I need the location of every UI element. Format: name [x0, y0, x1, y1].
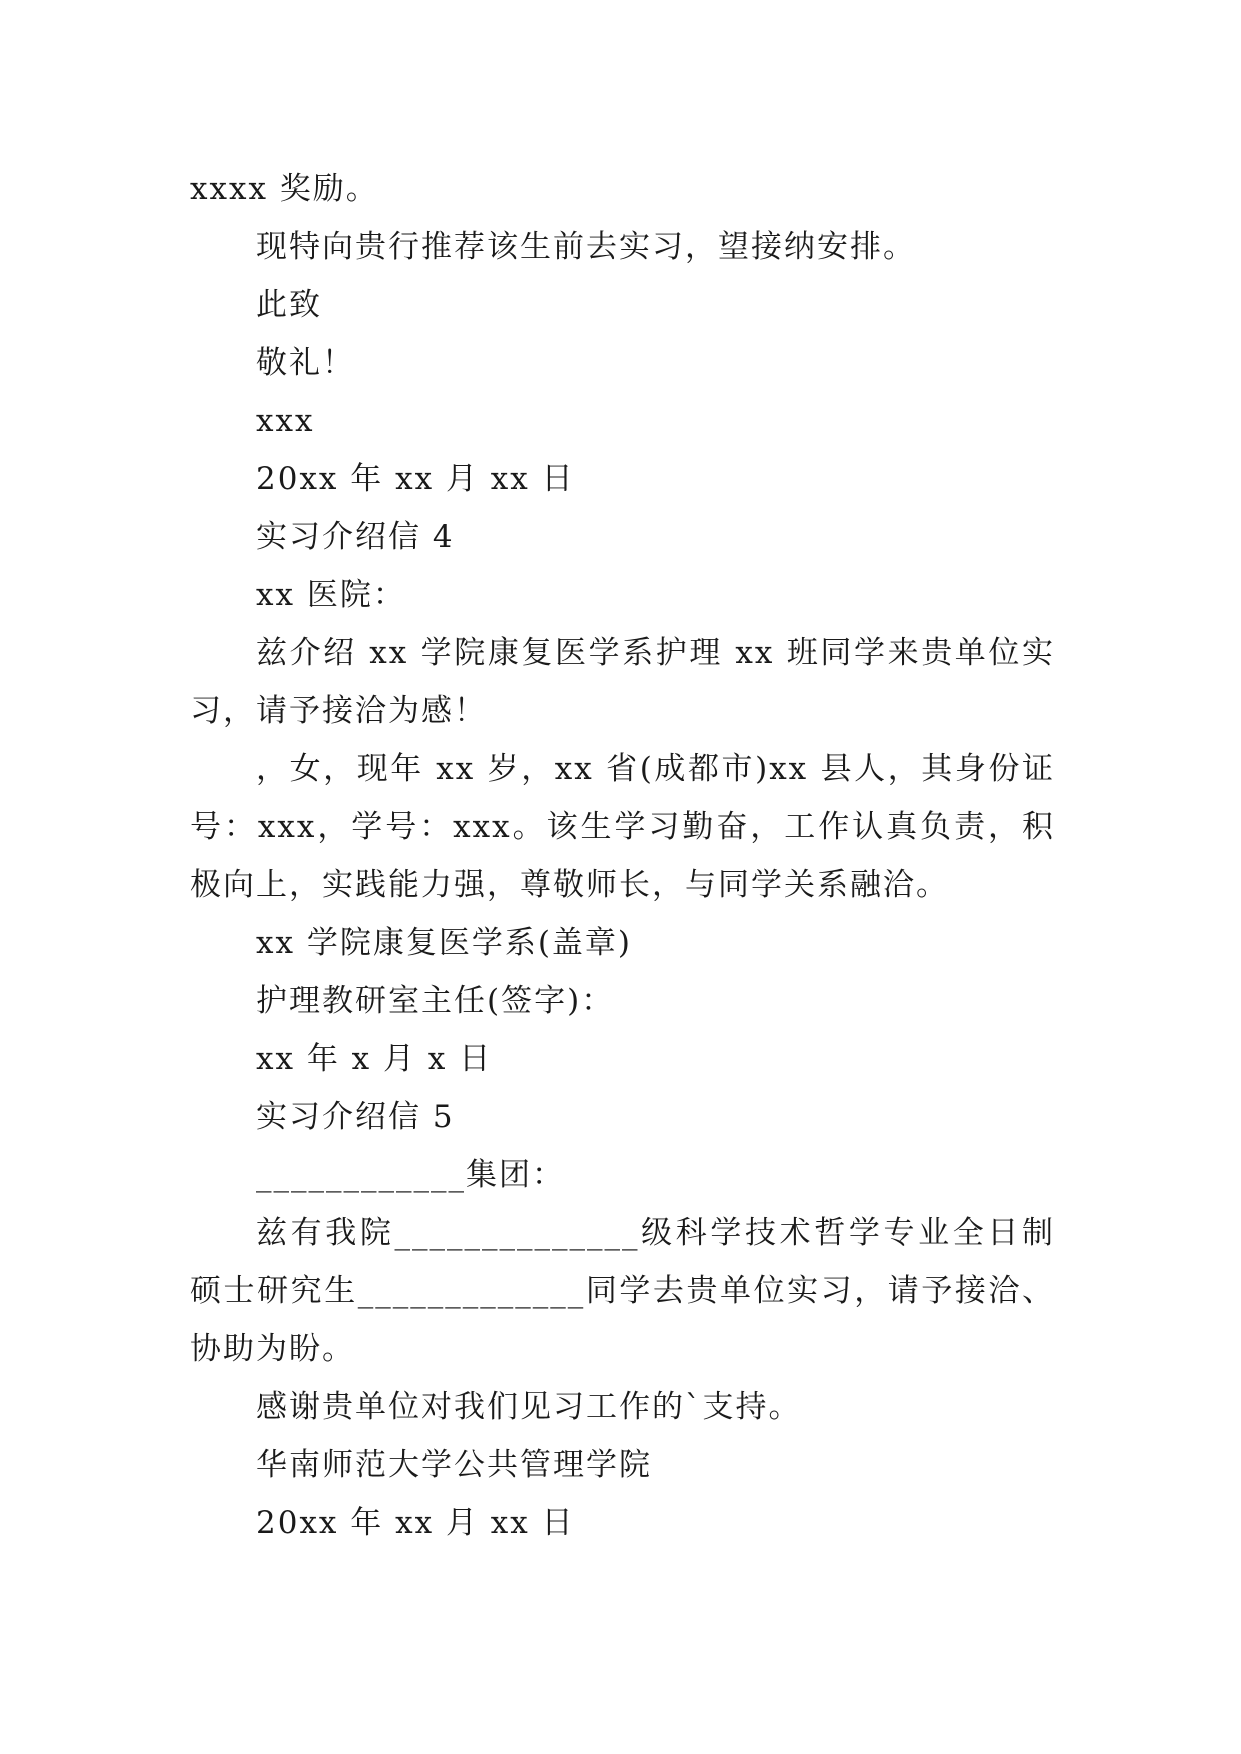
letter-5-date: 20xx 年 xx 月 xx 日	[256, 1505, 575, 1541]
letter-4-intro: 兹介绍 xx 学院康复医学系护理 xx 班同学来贵单位实习，请予接洽为感！	[190, 635, 1055, 729]
signature-date: 20xx 年 xx 月 xx 日	[256, 461, 575, 497]
letter-5-heading: 实习介绍信 5	[256, 1099, 455, 1135]
letter-5-body: 兹有我院______________级科学技术哲学专业全日制硕士研究生_____________同学去贵单位实习，请予接洽、协助为盼。	[190, 1215, 1055, 1367]
letter-4-heading: 实习介绍信 4	[256, 519, 455, 555]
signature-name: xxx	[256, 403, 315, 439]
letter-4-student-info: ，女，现年 xx 岁，xx 省(成都市)xx 县人，其身份证号：xxx，学号：xxx。该生学习勤奋，工作认真负责，积极向上，实践能力强，尊敬师长，与同学关系融洽。	[190, 751, 1055, 903]
letter-5-thanks: 感谢贵单位对我们见习工作的`支持。	[256, 1389, 802, 1425]
letter-4-date: xx 年 x 月 x 日	[256, 1041, 493, 1077]
letter-5-recipient: ____________集团：	[256, 1157, 565, 1193]
salutation-line: 此致	[256, 287, 322, 323]
letter-5-institution: 华南师范大学公共管理学院	[256, 1447, 652, 1483]
letter-4-department-seal: xx 学院康复医学系(盖章)	[256, 925, 633, 961]
salutation-closing: 敬礼！	[256, 345, 355, 381]
document-page	[190, 160, 1055, 1552]
recommendation-line: 现特向贵行推荐该生前去实习，望接纳安排。	[256, 229, 916, 265]
letter-4-director-signature: 护理教研室主任(签字)：	[256, 983, 615, 1019]
award-line: xxxx 奖励。	[190, 171, 379, 207]
letter-4-recipient: xx 医院：	[256, 577, 406, 613]
